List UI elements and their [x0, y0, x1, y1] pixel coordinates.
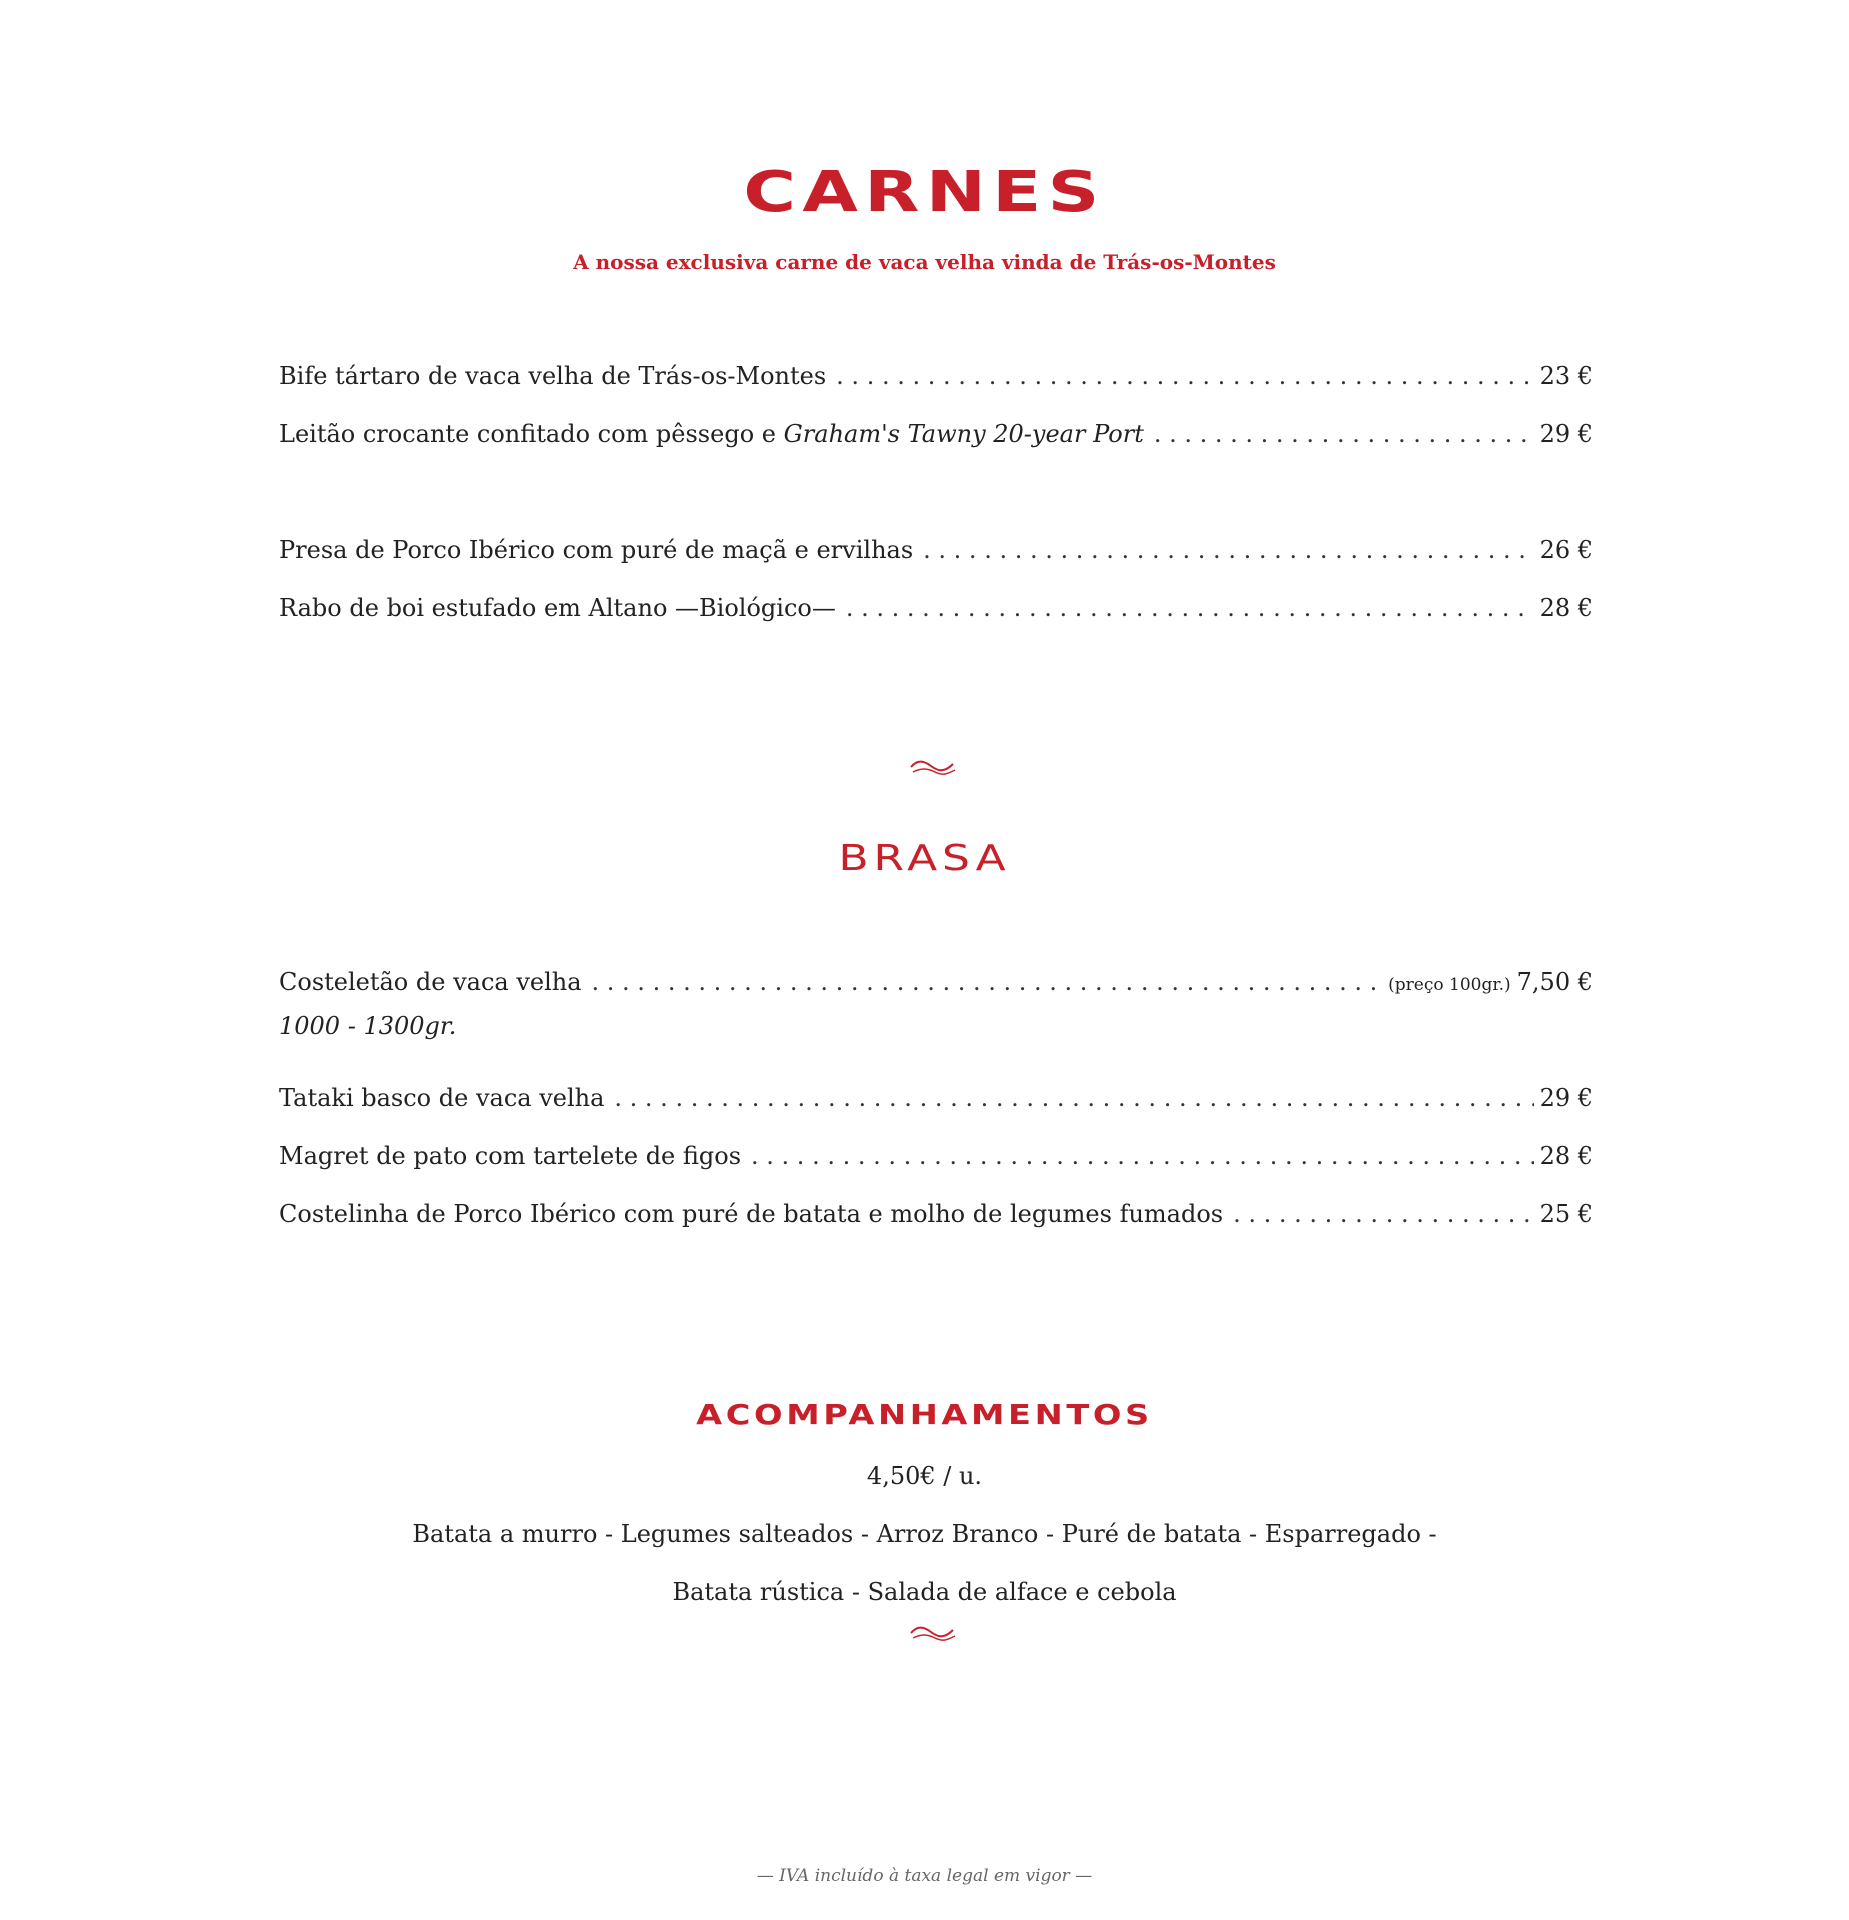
item-price: 7,50 €: [1516, 968, 1593, 996]
item-name: Presa de Porco Ibérico com puré de maçã e ervilhas: [279, 536, 914, 564]
price-note: (preço 100gr.): [1388, 975, 1511, 995]
dot-leader: [1154, 420, 1534, 448]
item-price: 23 €: [1539, 362, 1593, 390]
section-title-acompanhamentos: ACOMPANHAMENTOS: [696, 1398, 1153, 1431]
flourish-icon: [909, 758, 957, 778]
dot-leader: [592, 968, 1383, 996]
menu-item: [279, 1084, 1593, 1112]
section-subtitle: A nossa exclusiva carne de vaca velha vinda de Trás-os-Montes: [573, 250, 1276, 274]
menu-item: [279, 968, 1593, 996]
item-name: Magret de pato com tartelete de figos: [279, 1142, 742, 1170]
sides-list-line: Batata rústica - Salada de alface e cebola: [672, 1578, 1177, 1606]
dot-leader: [923, 536, 1533, 564]
item-name-text: Leitão crocante confitado com pêssego e: [279, 420, 784, 448]
dot-leader: [846, 594, 1534, 622]
tax-note: — IVA incluído à taxa legal em vigor —: [756, 1866, 1093, 1886]
item-name: Bife tártaro de vaca velha de Trás-os-Montes: [279, 362, 827, 390]
menu-item: [279, 1200, 1593, 1228]
dot-leader: [836, 362, 1533, 390]
item-price: 29 €: [1539, 420, 1593, 448]
menu-item: [279, 1142, 1593, 1170]
section-title-carnes: CARNES: [743, 160, 1106, 225]
menu-item: [279, 536, 1593, 564]
dot-leader: [751, 1142, 1534, 1170]
item-price: 28 €: [1539, 594, 1593, 622]
dot-leader: [1233, 1200, 1533, 1228]
item-price: 25 €: [1539, 1200, 1593, 1228]
item-name: Costelinha de Porco Ibérico com puré de batata e molho de legumes fumados: [279, 1200, 1224, 1228]
item-name: Costeletão de vaca velha: [279, 968, 582, 996]
item-name: Tataki basco de vaca velha: [279, 1084, 605, 1112]
item-name: [279, 420, 1144, 448]
sides-price: 4,50€ / u.: [866, 1462, 983, 1490]
item-name: Rabo de boi estufado em Altano —Biológico—: [279, 594, 836, 622]
item-price: 29 €: [1539, 1084, 1593, 1112]
section-title-brasa: BRASA: [838, 838, 1011, 879]
item-detail: 1000 - 1300gr.: [279, 1012, 457, 1040]
sides-list-line: Batata a murro - Legumes salteados - Arroz Branco - Puré de batata - Esparregado -: [412, 1520, 1437, 1548]
item-price: 28 €: [1539, 1142, 1593, 1170]
menu-item: [279, 594, 1593, 622]
menu-item: [279, 420, 1593, 448]
menu-item: [279, 362, 1593, 390]
flourish-icon: [909, 1624, 957, 1644]
item-price: 26 €: [1539, 536, 1593, 564]
dot-leader: [614, 1084, 1533, 1112]
item-name-italic: Graham's Tawny 20-year Port: [783, 420, 1144, 448]
